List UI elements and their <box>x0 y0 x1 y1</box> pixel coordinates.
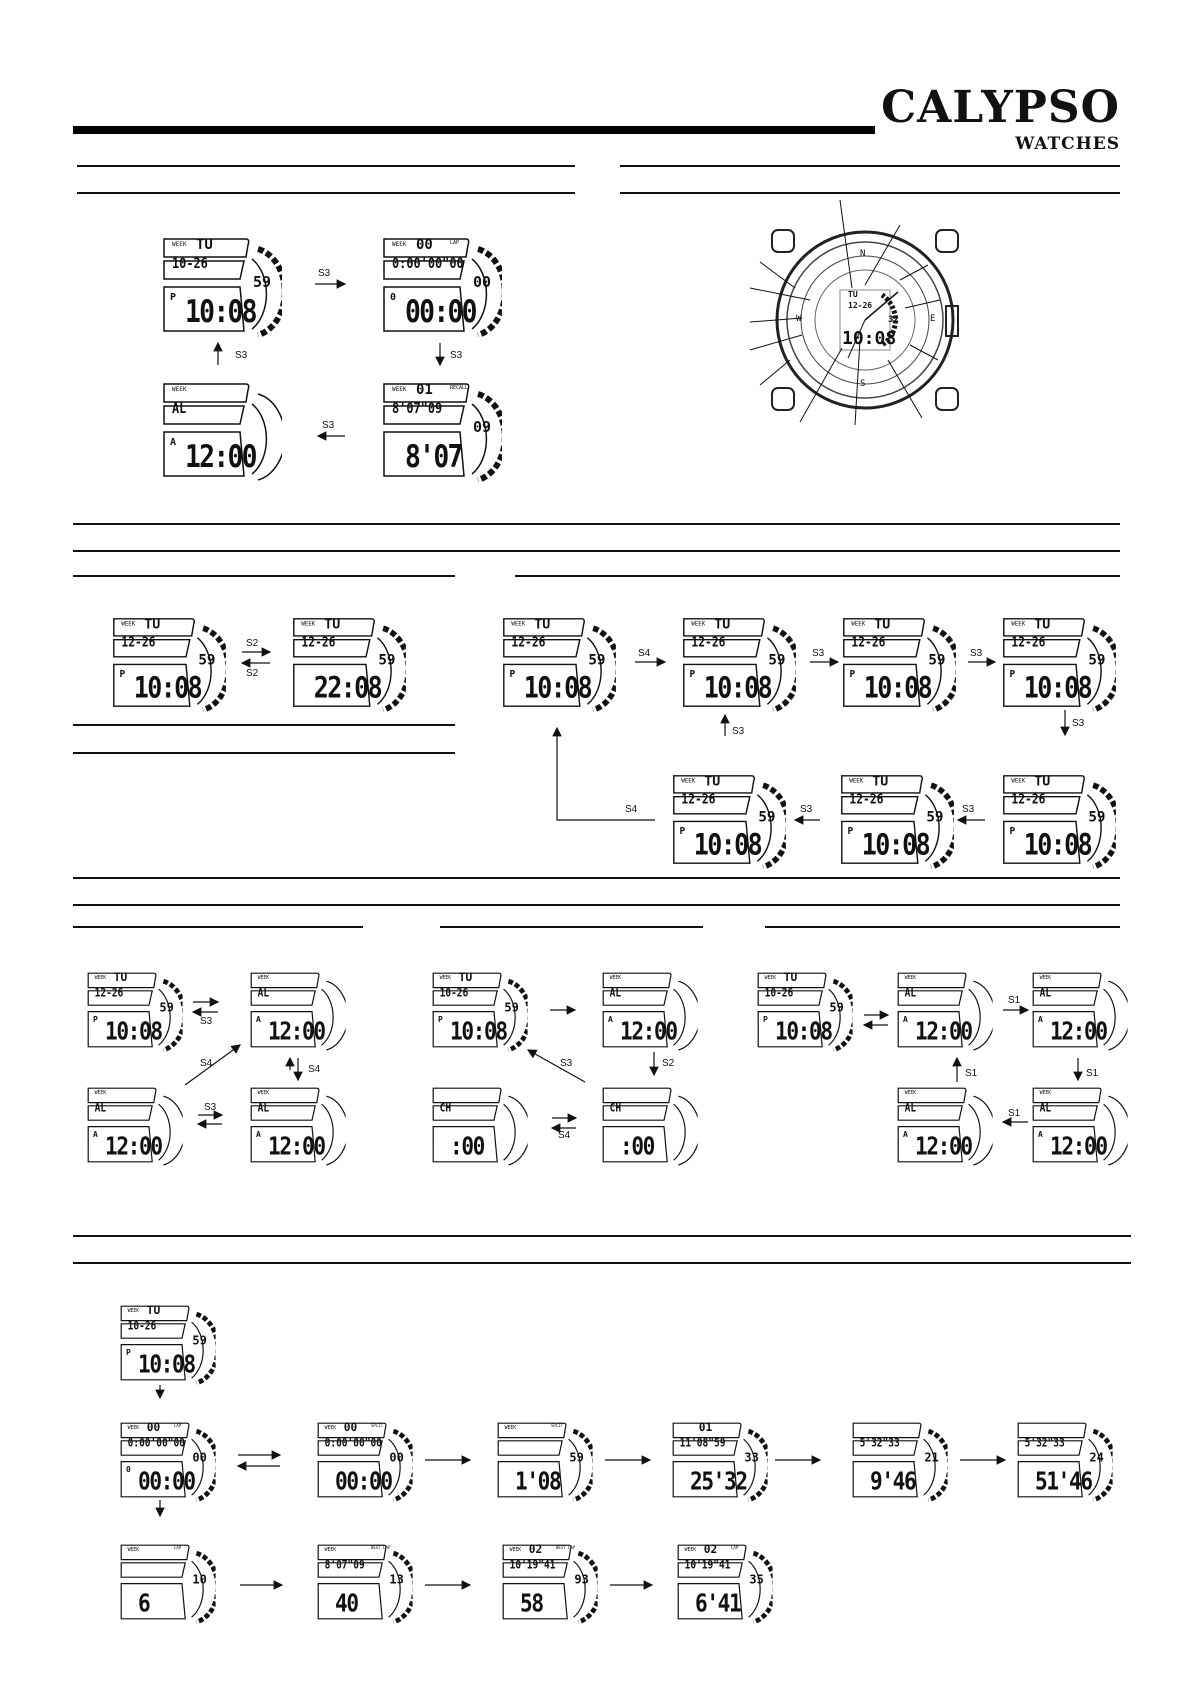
lcd-main: 10:08 <box>861 828 930 863</box>
lcd-main: 12:00 <box>915 1017 972 1046</box>
button-label-s3: S3 <box>1072 718 1085 729</box>
lcd-main: 10:08 <box>703 671 772 706</box>
lcd-day: TU <box>704 773 721 790</box>
lcd-week: WEEK <box>324 1424 337 1431</box>
lcd-week: WEEK <box>849 777 864 785</box>
lcd-main: 00:00 <box>138 1467 195 1496</box>
lcd-sec: 33 <box>744 1450 759 1465</box>
lcd-day: 01 <box>698 1421 713 1435</box>
lcd-day: 02 <box>528 1543 543 1557</box>
lcd-day: TU <box>874 616 891 633</box>
lcd-day: TU <box>458 971 473 985</box>
compass-w: W <box>796 314 802 324</box>
lcd-tag: LAP <box>731 1546 739 1551</box>
lcd-sec: 09 <box>473 418 492 436</box>
lcd-main: 25'32 <box>690 1467 747 1496</box>
lcd-date: AL <box>94 1101 107 1115</box>
lcd-date: 12-26 <box>681 791 716 808</box>
lcd-week: WEEK <box>392 386 407 393</box>
button-label-s3: S3 <box>812 648 825 659</box>
lcd-main: 12:00 <box>620 1017 677 1046</box>
lcd-prefix: P <box>1009 826 1016 837</box>
lcd-main: 10:08 <box>523 671 592 706</box>
button-label-s3: S3 <box>204 1102 217 1113</box>
lcd-week: WEEK <box>392 241 407 248</box>
watch-date: 12-26 <box>848 301 873 310</box>
lcd-main: 10:08 <box>105 1017 162 1046</box>
lcd-tag: RECALL <box>450 385 469 391</box>
lcd-prefix: A <box>256 1015 261 1025</box>
compass-s: S <box>860 379 866 389</box>
lcd-tag: SPLIT <box>371 1424 384 1429</box>
lcd-week: WEEK <box>257 1089 270 1096</box>
lcd-sec: 59 <box>1088 651 1106 669</box>
lcd-date: AL <box>904 986 917 1000</box>
lcd-prefix: A <box>170 437 177 448</box>
lcd-prefix: P <box>847 826 854 837</box>
lcd-sec: 59 <box>378 651 396 669</box>
lcd-sec: 00 <box>473 273 492 291</box>
lcd-main: 10:08 <box>863 671 932 706</box>
lcd-prefix: P <box>438 1015 443 1025</box>
lcd-day: TU <box>1034 616 1051 633</box>
lcd-sec: 13 <box>389 1572 404 1587</box>
lcd-main: 10:08 <box>450 1017 507 1046</box>
lcd-sec: 59 <box>1088 808 1106 826</box>
lcd-main: 00:00 <box>335 1467 392 1496</box>
lcd-day: TU <box>1034 773 1051 790</box>
lcd-day: 00 <box>343 1421 358 1435</box>
lcd-date: 12-26 <box>849 791 884 808</box>
button-label-s4: S4 <box>308 1064 321 1075</box>
lcd-week: WEEK <box>691 620 706 628</box>
lcd-week: WEEK <box>324 1546 337 1553</box>
lcd-main: 9'46 <box>870 1467 916 1496</box>
lcd-day: TU <box>144 616 161 633</box>
button-label-s3: S3 <box>560 1058 573 1069</box>
lcd-main: 6 <box>138 1589 150 1618</box>
button-label-s1: S1 <box>1008 995 1021 1006</box>
lcd-prefix: P <box>763 1015 768 1025</box>
lcd-week: WEEK <box>439 974 452 981</box>
lcd-date: 0:00'00"00 <box>324 1436 382 1450</box>
watch-seconds: 32 <box>888 315 899 325</box>
compass-e: E <box>930 314 936 324</box>
lcd-sec: 00 <box>389 1450 404 1465</box>
lcd-prefix: A <box>256 1130 261 1140</box>
lcd-week: WEEK <box>257 974 270 981</box>
lcd-main: 12:00 <box>268 1132 325 1161</box>
lcd-date: AL <box>257 1101 270 1115</box>
lcd-main: 10:08 <box>693 828 762 863</box>
lcd-prefix: P <box>689 669 696 680</box>
lcd-date: AL <box>609 986 622 1000</box>
button-label-s4: S4 <box>200 1058 213 1069</box>
lcd-prefix: P <box>170 292 177 303</box>
lcd-day: TU <box>534 616 551 633</box>
lcd-main: 10:08 <box>185 294 256 330</box>
lcd-main: 51'46 <box>1035 1467 1092 1496</box>
lcd-date: 11'08"59 <box>679 1436 726 1450</box>
lcd-sec: 10 <box>192 1572 207 1587</box>
lcd-sec: 59 <box>159 1000 174 1015</box>
button-label-s2: S2 <box>662 1058 675 1069</box>
lcd-week: WEEK <box>121 620 136 628</box>
button-label-s1: S1 <box>965 1068 978 1079</box>
lcd-main: 6'41 <box>695 1589 741 1618</box>
lcd-week: WEEK <box>1011 777 1026 785</box>
lcd-main: 10:08 <box>133 671 202 706</box>
lcd-tag: LAP <box>174 1546 182 1551</box>
lcd-date: 0:00'00"00 <box>127 1436 185 1450</box>
lcd-week: WEEK <box>509 1546 522 1553</box>
lcd-sec: 59 <box>253 273 272 291</box>
button-label-s3: S3 <box>450 350 463 361</box>
lcd-prefix: 0 <box>390 292 397 303</box>
lcd-main: 12:00 <box>185 439 256 475</box>
lcd-day: 00 <box>146 1421 161 1435</box>
lcd-prefix: P <box>849 669 856 680</box>
lcd-prefix: P <box>1009 669 1016 680</box>
lcd-prefix: A <box>608 1015 613 1025</box>
button-label-s4: S4 <box>638 648 651 659</box>
lcd-date: 12-26 <box>1011 634 1046 651</box>
lcd-main: 1'08 <box>515 1467 561 1496</box>
lcd-date: 10-26 <box>172 256 208 272</box>
lcd-sec: 59 <box>928 651 946 669</box>
lcd-date: AL <box>172 401 187 417</box>
lcd-date: AL <box>904 1101 917 1115</box>
button-label-s3: S3 <box>322 420 335 431</box>
lcd-date: 12-26 <box>691 634 726 651</box>
lcd-week: WEEK <box>681 777 696 785</box>
lcd-week: WEEK <box>1011 620 1026 628</box>
lcd-date: 10-26 <box>439 986 469 1000</box>
lcd-date: 10-26 <box>764 986 794 1000</box>
lcd-tag: LAP <box>174 1424 182 1429</box>
lcd-tag: BEST LAP <box>371 1546 391 1551</box>
button-label-s3: S3 <box>732 726 745 737</box>
lcd-date: 0:00'00"00 <box>392 256 464 272</box>
button-label-s2: S2 <box>246 668 259 679</box>
lcd-prefix: A <box>93 1130 98 1140</box>
lcd-prefix: P <box>126 1348 131 1358</box>
button-label-s3: S3 <box>235 350 248 361</box>
lcd-prefix: P <box>509 669 516 680</box>
lcd-date: 12-26 <box>94 986 124 1000</box>
brand-name: CALYPSO <box>881 82 1120 133</box>
lcd-week: WEEK <box>172 241 187 248</box>
lcd-week: WEEK <box>94 1089 107 1096</box>
lcd-date: 10-26 <box>127 1319 157 1333</box>
lcd-day: TU <box>196 237 213 253</box>
brand-sub: WATCHES <box>1015 134 1120 154</box>
flow-arrow <box>185 1045 240 1085</box>
lcd-sec: 21 <box>924 1450 939 1465</box>
lcd-prefix: A <box>1038 1015 1043 1025</box>
lcd-week: WEEK <box>127 1307 140 1314</box>
lcd-main: 58 <box>520 1589 543 1618</box>
lcd-tag: SPLIT <box>551 1424 564 1429</box>
lcd-sec: 59 <box>192 1333 207 1348</box>
lcd-date: AL <box>1039 1101 1052 1115</box>
lcd-main: 12:00 <box>268 1017 325 1046</box>
lcd-sec: 59 <box>588 651 606 669</box>
lcd-day: TU <box>113 971 128 985</box>
lcd-sec: 59 <box>829 1000 844 1015</box>
flow-arrow <box>528 1050 585 1082</box>
compass-n: N <box>860 249 866 259</box>
lcd-sec: 93 <box>574 1572 589 1587</box>
lcd-tag: LAP <box>450 240 460 246</box>
lcd-sec: 59 <box>198 651 216 669</box>
lcd-day: TU <box>146 1304 161 1318</box>
lcd-day: TU <box>872 773 889 790</box>
lcd-sec: 59 <box>758 808 776 826</box>
lcd-main: 10:08 <box>138 1350 195 1379</box>
lcd-main: 8'07 <box>405 439 462 475</box>
lcd-main: 10:08 <box>1023 828 1092 863</box>
lcd-sec: 59 <box>504 1000 519 1015</box>
lcd-date: 8'07"09 <box>392 401 443 417</box>
lcd-date: 10'19"41 <box>509 1558 556 1572</box>
lcd-main: 12:00 <box>915 1132 972 1161</box>
lcd-date: 12-26 <box>511 634 546 651</box>
button-label-s3: S3 <box>318 268 331 279</box>
lcd-main: 00:00 <box>405 294 476 330</box>
lcd-date: AL <box>1039 986 1052 1000</box>
button-label-s3: S3 <box>800 804 813 815</box>
lcd-prefix: P <box>679 826 686 837</box>
lcd-sec: 35 <box>749 1572 764 1587</box>
lcd-date: 10'19"41 <box>684 1558 731 1572</box>
button-label-s3: S3 <box>970 648 983 659</box>
button-label-s3: S3 <box>200 1016 213 1027</box>
lcd-date: 12-26 <box>301 634 336 651</box>
lcd-week: WEEK <box>172 386 187 393</box>
lcd-week: WEEK <box>127 1546 140 1553</box>
lcd-main: 12:00 <box>105 1132 162 1161</box>
lcd-week: WEEK <box>301 620 316 628</box>
button-label-s1: S1 <box>1086 1068 1099 1079</box>
lcd-sec: 00 <box>192 1450 207 1465</box>
lcd-sec: 59 <box>926 808 944 826</box>
lcd-main: 12:00 <box>1050 1017 1107 1046</box>
lcd-week: WEEK <box>684 1546 697 1553</box>
lcd-prefix: A <box>903 1015 908 1025</box>
lcd-date: 5'32"33 <box>859 1436 900 1450</box>
lcd-week: WEEK <box>904 974 917 981</box>
lcd-main: 12:00 <box>1050 1132 1107 1161</box>
lcd-day: 02 <box>703 1543 718 1557</box>
lcd-day: TU <box>714 616 731 633</box>
lcd-main: :00 <box>620 1132 654 1161</box>
lcd-main: 10:08 <box>1023 671 1092 706</box>
lcd-week: WEEK <box>94 974 107 981</box>
lcd-date: 12-26 <box>121 634 156 651</box>
lcd-day: TU <box>783 971 798 985</box>
lcd-date: CH <box>439 1101 452 1115</box>
lcd-date: 12-26 <box>1011 791 1046 808</box>
button-label-s4: S4 <box>558 1130 571 1141</box>
button-label-s3: S3 <box>962 804 975 815</box>
lcd-sec: 24 <box>1089 1450 1104 1465</box>
watch-time: 10:08 <box>842 328 897 349</box>
lcd-date: 5'32"33 <box>1024 1436 1065 1450</box>
lcd-date: 12-26 <box>851 634 886 651</box>
lcd-week: WEEK <box>1039 1089 1052 1096</box>
button-label-s4: S4 <box>625 804 638 815</box>
lcd-week: WEEK <box>504 1424 517 1431</box>
flow-arrow <box>557 728 655 820</box>
lcd-date: CH <box>609 1101 622 1115</box>
lcd-tag: BEST LAP <box>556 1546 576 1551</box>
lcd-prefix: P <box>119 669 126 680</box>
lcd-week: WEEK <box>127 1424 140 1431</box>
lcd-week: WEEK <box>511 620 526 628</box>
lcd-day: 01 <box>416 382 433 398</box>
lcd-prefix: P <box>93 1015 98 1025</box>
lcd-week: WEEK <box>764 974 777 981</box>
lcd-main: :00 <box>450 1132 484 1161</box>
lcd-prefix: A <box>1038 1130 1043 1140</box>
lcd-week: WEEK <box>609 974 622 981</box>
lcd-prefix: 0 <box>126 1465 131 1475</box>
lcd-week: WEEK <box>1039 974 1052 981</box>
lcd-day: TU <box>324 616 341 633</box>
lcd-date: AL <box>257 986 270 1000</box>
lcd-sec: 59 <box>768 651 786 669</box>
lcd-main: 10:08 <box>775 1017 832 1046</box>
lcd-day: 00 <box>416 237 433 253</box>
watch-day: TU <box>848 290 858 299</box>
lcd-main: 22:08 <box>313 671 382 706</box>
button-label-s2: S2 <box>246 638 259 649</box>
lcd-prefix: A <box>903 1130 908 1140</box>
lcd-week: WEEK <box>904 1089 917 1096</box>
lcd-date: 8'07"09 <box>324 1558 365 1572</box>
button-label-s1: S1 <box>1008 1108 1021 1119</box>
lcd-sec: 59 <box>569 1450 584 1465</box>
lcd-main: 40 <box>335 1589 358 1618</box>
lcd-week: WEEK <box>851 620 866 628</box>
